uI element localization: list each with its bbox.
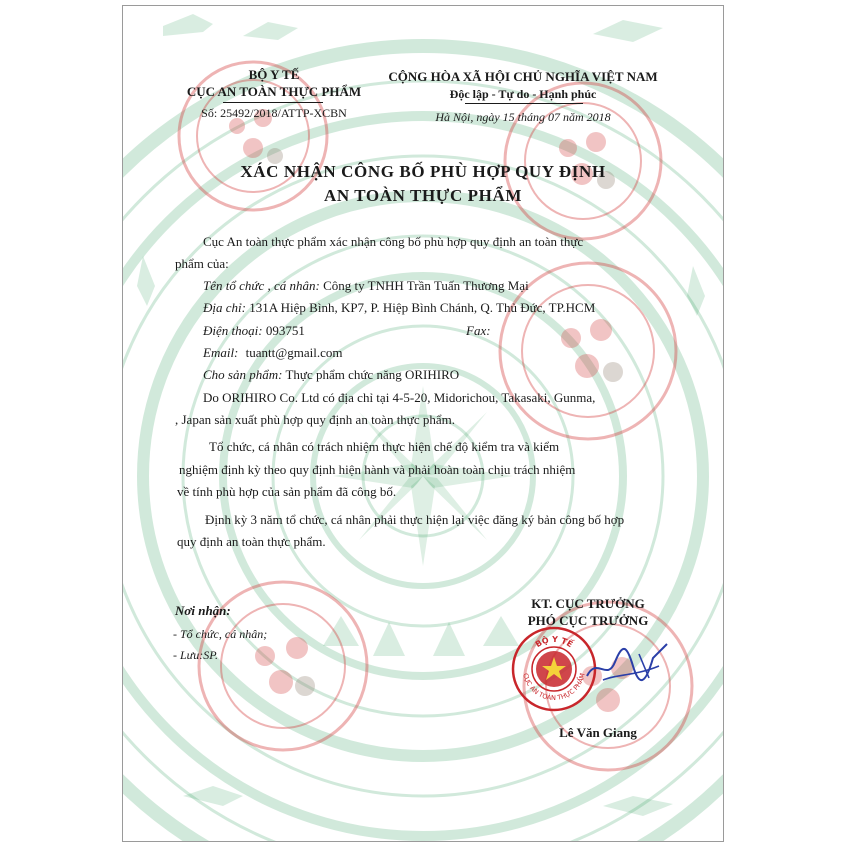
- manufacturer-line-2: , Japan sản xuất phù hợp quy định an toàn thực phẩm.: [175, 412, 456, 427]
- signature-position: PHÓ CỤC TRƯỞNG: [527, 613, 649, 628]
- republic-name: CỘNG HÒA XÃ HỘI CHỦ NGHĨA VIỆT NAM: [388, 69, 658, 84]
- organization-value: Công ty TNHH Trần Tuấn Thương Mại: [319, 278, 529, 293]
- handwritten-signature: [583, 636, 673, 696]
- address-row: [203, 300, 595, 316]
- organization-label: Tên tổ chức , cá nhân:: [203, 278, 320, 293]
- header-left-divider: [223, 102, 323, 103]
- organization-row: [203, 278, 529, 294]
- document-title-line-2: AN TOÀN THỰC PHẨM: [324, 186, 522, 205]
- recipients-heading: Nơi nhận:: [175, 603, 231, 618]
- ministry-name: BỘ Y TẾ: [248, 67, 300, 82]
- period-line-2: quy định an toàn thực phẩm.: [177, 534, 326, 549]
- fax-label: Fax:: [466, 323, 491, 338]
- signer-name: Lê Văn Giang: [559, 725, 637, 740]
- product-row: [203, 367, 459, 383]
- svg-text:BỘ Y TẾ: BỘ Y TẾ: [533, 634, 575, 650]
- responsibility-line-1: Tổ chức, cá nhân có trách nhiệm thực hiện chế độ kiểm tra và kiểm: [209, 439, 560, 454]
- intro-line-1: Cục An toàn thực phẩm xác nhận công bố phù hợp quy định an toàn thực: [203, 234, 584, 249]
- national-motto: Độc lập - Tự do - Hạnh phúc: [449, 87, 597, 101]
- responsibility-line-3: về tính phù hợp của sản phẩm đã công bố.: [177, 484, 397, 499]
- certificate-document: [122, 5, 724, 842]
- email-row: [203, 345, 342, 361]
- header-right-divider: [465, 103, 583, 104]
- phone-label: Điện thoại:: [203, 323, 263, 338]
- issue-date: Hà Nội, ngày 15 tháng 07 năm 2018: [435, 110, 611, 124]
- address-value: 131A Hiệp Bình, KP7, P. Hiệp Bình Chánh, Q. Thủ Đức, TP.HCM: [245, 300, 596, 315]
- address-label: Địa chỉ:: [203, 300, 246, 315]
- phone-row: [203, 323, 305, 339]
- intro-line-2: phẩm của:: [175, 256, 229, 271]
- document-title-line-1: XÁC NHẬN CÔNG BỐ PHÙ HỢP QUY ĐỊNH: [240, 162, 606, 181]
- document-number: Số: 25492/2018/ATTP-XCBN: [201, 106, 347, 120]
- email-label: Email:: [203, 345, 239, 360]
- recipient-item: - Tổ chức, cá nhân;: [173, 627, 268, 641]
- svg-text:CỤC AN TOÀN THỰC PHẨM: CỤC AN TOÀN THỰC PHẨM: [521, 672, 587, 703]
- phone-value: 093751: [262, 323, 305, 338]
- period-line-1: Định kỳ 3 năm tổ chức, cá nhân phải thực hiện lại việc đăng ký bản công bố hợp: [205, 512, 625, 527]
- recipient-item: - Lưu:SP.: [173, 648, 218, 662]
- product-label: Cho sản phẩm:: [203, 367, 283, 382]
- responsibility-line-2: nghiệm định kỳ theo quy định hiện hành và phải hoàn toàn chịu trách nhiệm: [179, 462, 576, 477]
- product-value: Thực phẩm chức năng ORIHIRO: [282, 367, 460, 382]
- manufacturer-line-1: Do ORIHIRO Co. Ltd có địa chỉ tại 4-5-20, Midorichou, Takasaki, Gunma,: [203, 390, 596, 405]
- email-value: tuantt@gmail.com: [245, 345, 343, 360]
- signature-on-behalf: KT. CỤC TRƯỞNG: [531, 596, 645, 611]
- department-name: CỤC AN TOÀN THỰC PHẨM: [186, 84, 362, 99]
